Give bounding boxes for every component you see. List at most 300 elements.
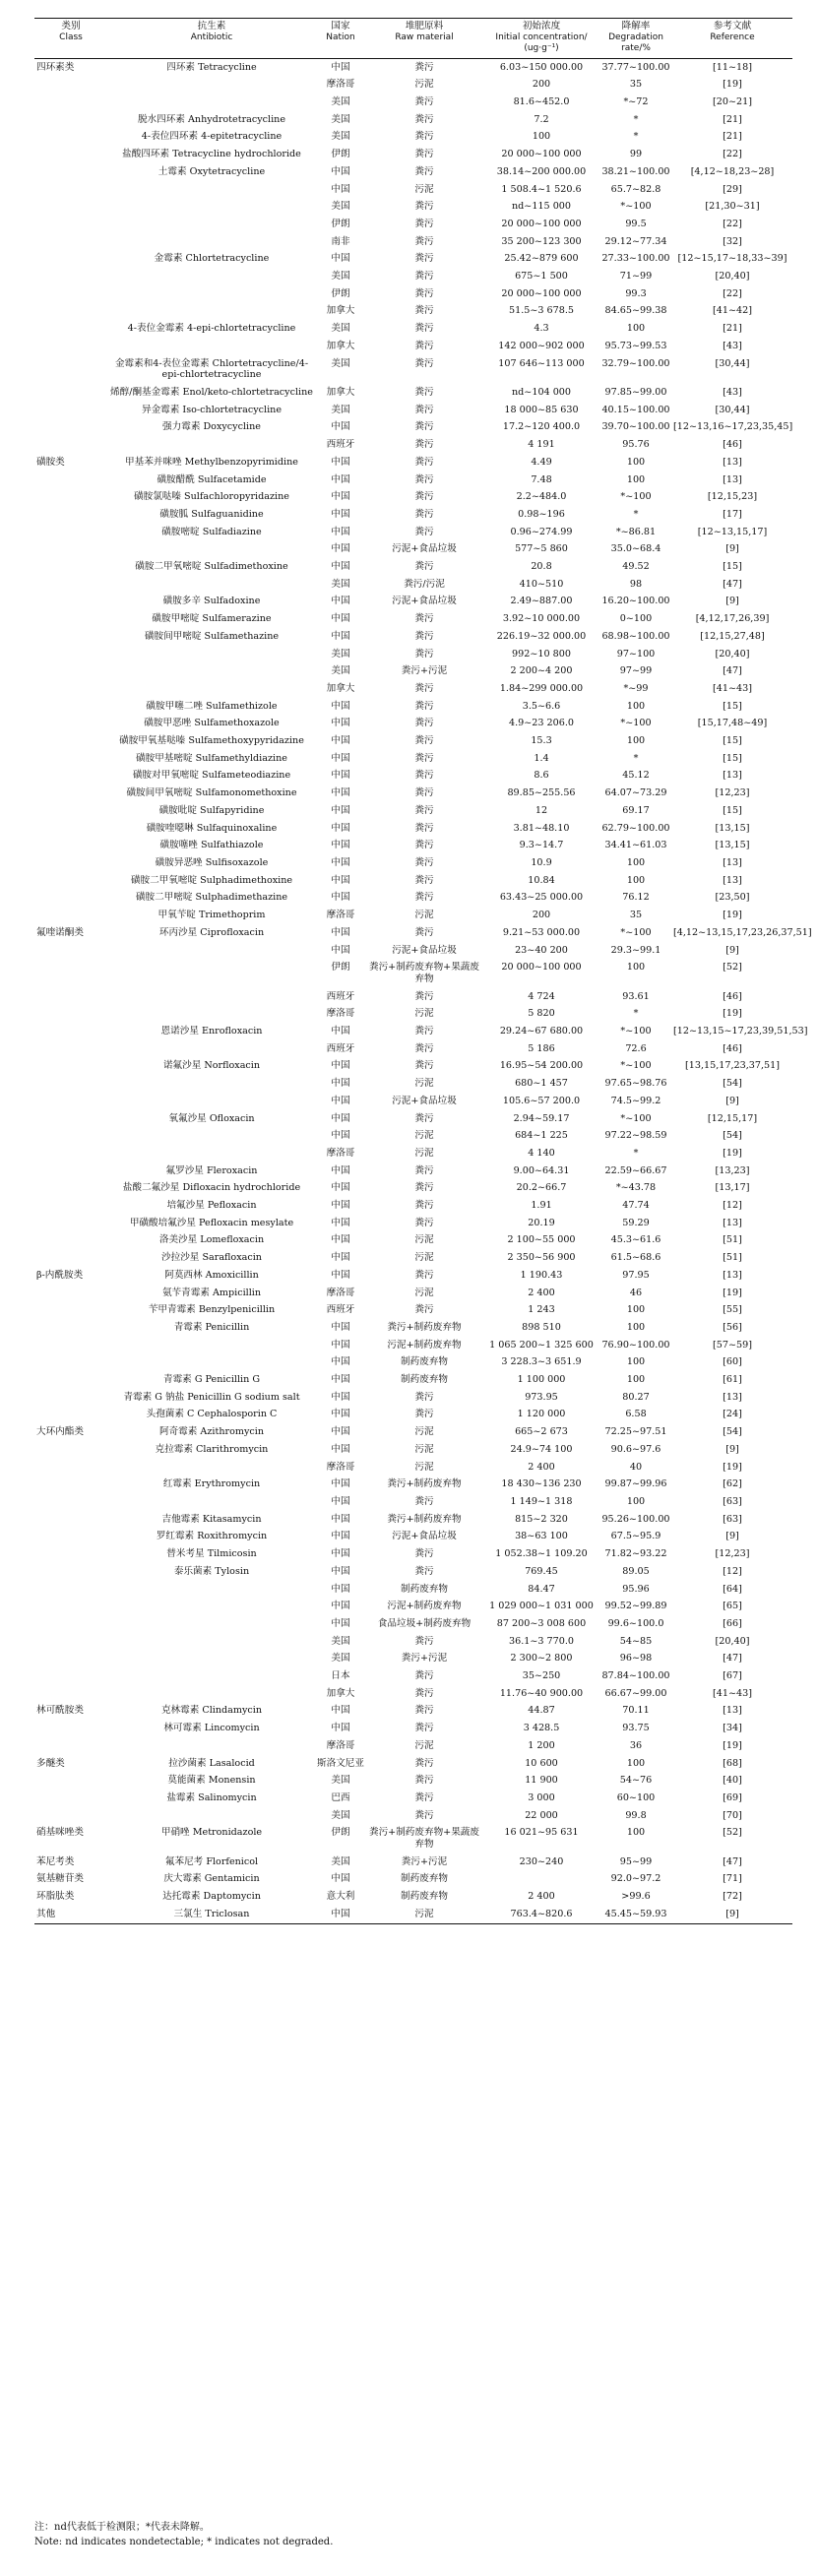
cell-reference: [12,15,23]	[707, 491, 758, 503]
cell-class	[34, 1563, 107, 1581]
cell-degradation-rate: *~100	[620, 1026, 652, 1037]
cell-degradation-rate: 62.79~100.00	[601, 822, 670, 834]
cell-nation: 中国	[316, 1906, 365, 1923]
cell-nation: 西班牙	[326, 990, 355, 1002]
cell-initial-concentration: 44.87	[528, 1705, 555, 1717]
table-row	[34, 1737, 792, 1755]
cell-antibiotic: 磺胺醋酰 Sulfacetamide	[157, 473, 267, 485]
cell-raw-material: 粪污	[414, 201, 434, 213]
cell-nation: 美国	[331, 1775, 350, 1787]
cell-degradation-rate: 100	[626, 874, 646, 886]
cell-reference: [61]	[723, 1374, 742, 1386]
cell-nation: 中国	[331, 1182, 350, 1194]
table-row	[34, 988, 792, 1006]
table-row	[34, 355, 792, 384]
table-row	[34, 662, 792, 680]
cell-reference: [13]	[723, 473, 742, 485]
cell-nation: 中国	[331, 561, 350, 573]
cell-reference: [67]	[723, 1670, 742, 1682]
cell-degradation-rate: 76.90~100.00	[601, 1339, 670, 1351]
cell-initial-concentration: 4.9~23 206.0	[508, 718, 575, 729]
table-row	[34, 216, 792, 233]
header-antibiotic: 抗生素 Antibiotic	[107, 19, 316, 59]
cell-initial-concentration: 200	[532, 910, 551, 921]
cell-class	[34, 785, 107, 802]
cell-antibiotic: 替米考星 Tilmicosin	[166, 1548, 257, 1560]
cell-class	[34, 698, 107, 716]
table-row	[34, 1511, 792, 1529]
cell-raw-material: 粪污+制药废弃物	[387, 1321, 462, 1333]
cell-class	[34, 1667, 107, 1685]
cell-reference: [13]	[723, 1705, 742, 1717]
cell-antibiotic	[107, 181, 316, 199]
cell-initial-concentration: 6.03~150 000.00	[499, 61, 584, 73]
table-row	[34, 942, 792, 960]
cell-initial-concentration: 36.1~3 770.0	[508, 1635, 575, 1647]
cell-degradation-rate: *	[633, 131, 639, 143]
table-row	[34, 1702, 792, 1720]
cell-class: 四环素类	[36, 61, 75, 73]
cell-class	[34, 1301, 107, 1319]
cell-raw-material: 粪污	[414, 1809, 434, 1821]
cell-raw-material: 粪污	[414, 1670, 434, 1682]
cell-nation: 中国	[331, 526, 350, 537]
cell-initial-concentration: 898 510	[522, 1321, 561, 1333]
cell-degradation-rate: 54~85	[619, 1635, 653, 1647]
cell-raw-material: 粪污	[414, 1391, 434, 1403]
cell-class	[34, 436, 107, 454]
cell-reference: [19]	[723, 1739, 742, 1751]
cell-raw-material: 制药废弃物	[401, 1583, 448, 1595]
cell-initial-concentration: 5 820	[528, 1008, 555, 1020]
cell-class	[34, 1319, 107, 1337]
cell-class	[34, 1231, 107, 1249]
cell-degradation-rate: 45.3~61.6	[610, 1234, 661, 1246]
table-row	[34, 872, 792, 890]
cell-class	[34, 1406, 107, 1423]
cell-nation: 美国	[331, 648, 350, 660]
cell-initial-concentration: 2 400	[528, 1891, 555, 1903]
cell-raw-material: 粪污	[414, 1409, 434, 1420]
cell-nation: 中国	[331, 1356, 350, 1368]
cell-initial-concentration: 105.6~57 200.0	[502, 1095, 581, 1106]
cell-reference: [51]	[723, 1234, 742, 1246]
cell-initial-concentration: 16.95~54 200.00	[499, 1060, 584, 1072]
cell-initial-concentration: 20.19	[528, 1217, 555, 1228]
cell-nation: 中国	[331, 1391, 350, 1403]
cell-nation: 西班牙	[326, 439, 355, 451]
cell-class	[34, 1685, 107, 1703]
header-degradation-rate: 降解率 Degradation rate/%	[599, 19, 672, 59]
cell-antibiotic: 青霉素 G Penicillin G	[162, 1374, 261, 1386]
cell-antibiotic: 磺胺二甲氧嘧啶 Sulfadimethoxine	[135, 561, 288, 573]
cell-nation: 美国	[331, 96, 350, 108]
table-row	[34, 1528, 792, 1545]
table-row	[34, 128, 792, 146]
cell-raw-material: 粪污	[414, 926, 434, 938]
cell-reference: [13]	[723, 1391, 742, 1403]
cell-class	[34, 302, 107, 320]
cell-antibiotic	[107, 233, 316, 251]
cell-antibiotic: 磺胺甲氧基哒嗪 Sulfamethoxypyridazine	[119, 735, 304, 747]
cell-initial-concentration: 1 065 200~1 325 600	[489, 1339, 594, 1351]
cell-reference: [47]	[723, 1653, 742, 1665]
cell-reference: [55]	[723, 1304, 742, 1316]
table-row	[34, 320, 792, 338]
header-raw-material: 堆肥原料 Raw material	[365, 19, 483, 59]
cell-reference: [29]	[723, 183, 742, 195]
cell-antibiotic	[107, 338, 316, 355]
cell-reference: [15]	[723, 735, 742, 747]
cell-antibiotic	[107, 540, 316, 558]
cell-raw-material: 污泥	[414, 1078, 434, 1090]
cell-class	[34, 907, 107, 924]
table-row	[34, 471, 792, 489]
cell-initial-concentration: 684~1 225	[515, 1130, 568, 1142]
cell-class	[34, 750, 107, 768]
table-row	[34, 1633, 792, 1651]
cell-raw-material: 污泥+食品垃圾	[392, 1531, 457, 1542]
cell-reference: [13,15]	[715, 822, 750, 834]
cell-antibiotic	[107, 1737, 316, 1755]
cell-class	[34, 1720, 107, 1737]
cell-initial-concentration: 11 900	[525, 1775, 558, 1787]
table-row	[34, 1110, 792, 1128]
cell-class	[34, 268, 107, 285]
cell-nation: 中国	[331, 1321, 350, 1333]
cell-initial-concentration: 1.91	[531, 1200, 552, 1212]
cell-nation: 中国	[331, 1478, 350, 1490]
cell-initial-concentration: 2 200~4 200	[510, 665, 573, 677]
cell-class	[34, 94, 107, 111]
cell-class	[34, 715, 107, 732]
cell-class	[34, 1040, 107, 1058]
cell-degradation-rate: *~72	[623, 96, 649, 108]
cell-degradation-rate: 93.75	[622, 1723, 650, 1734]
cell-antibiotic: 磺胺间甲嘧啶 Sulfamethazine	[144, 630, 280, 642]
cell-reference: [69]	[723, 1791, 742, 1803]
cell-reference: [9]	[725, 944, 739, 956]
cell-raw-material: 粪污	[414, 508, 434, 520]
cell-initial-concentration: 680~1 457	[515, 1078, 568, 1090]
cell-degradation-rate: 40.15~100.00	[601, 404, 670, 415]
cell-class	[34, 471, 107, 489]
table-row	[34, 785, 792, 802]
cell-initial-concentration: nd~115 000	[511, 201, 572, 213]
cell-reference: [63]	[723, 1496, 742, 1507]
cell-antibiotic	[107, 1598, 316, 1615]
cell-class	[34, 1353, 107, 1371]
cell-antibiotic	[107, 576, 316, 594]
table-row	[34, 1853, 792, 1871]
table-row	[34, 1127, 792, 1145]
cell-nation: 中国	[331, 183, 350, 195]
cell-antibiotic	[107, 1145, 316, 1162]
cell-nation: 摩洛哥	[326, 1147, 355, 1159]
cell-reference: [11~18]	[713, 61, 752, 73]
cell-degradation-rate: 29.12~77.34	[604, 235, 667, 247]
cell-raw-material: 粪污	[414, 735, 434, 747]
cell-degradation-rate: 97.65~98.76	[604, 1078, 667, 1090]
cell-raw-material: 污泥	[414, 1147, 434, 1159]
cell-class: 大环内酯类	[36, 1426, 84, 1438]
table-row	[34, 1563, 792, 1581]
cell-nation: 中国	[331, 1723, 350, 1734]
cell-raw-material: 粪污	[414, 149, 434, 160]
cell-antibiotic: 磺胺氯哒嗪 Sulfachloropyridazine	[134, 491, 289, 503]
cell-raw-material: 粪污	[414, 1217, 434, 1228]
cell-initial-concentration: 3.5~6.6	[522, 700, 561, 712]
cell-degradation-rate: 93.61	[622, 990, 650, 1002]
cell-degradation-rate: 70.11	[622, 1705, 650, 1717]
cell-raw-material: 粪污	[414, 404, 434, 415]
cell-initial-concentration: 675~1 500	[515, 271, 568, 283]
cell-raw-material: 污泥	[414, 1443, 434, 1455]
cell-nation: 中国	[331, 926, 350, 938]
cell-reference: [13]	[723, 874, 742, 886]
cell-reference: [21]	[723, 113, 742, 125]
table-row	[34, 488, 792, 506]
cell-reference: [41~43]	[713, 1687, 752, 1699]
table-row	[34, 715, 792, 732]
cell-degradation-rate: *~100	[620, 718, 652, 729]
cell-raw-material: 粪污	[414, 1112, 434, 1124]
cell-antibiotic: 阿莫西林 Amoxicillin	[164, 1269, 259, 1281]
cell-antibiotic: 异金霉素 Iso-chlortetracycline	[142, 404, 282, 415]
cell-initial-concentration: 89.85~255.56	[507, 787, 576, 799]
cell-nation: 中国	[331, 770, 350, 782]
cell-class	[34, 1545, 107, 1563]
cell-raw-material: 粪污	[414, 218, 434, 229]
table-row	[34, 250, 792, 268]
cell-nation: 伊朗	[331, 218, 350, 229]
table-row	[34, 1790, 792, 1807]
cell-class	[34, 837, 107, 854]
table-row	[34, 889, 792, 907]
cell-class	[34, 1737, 107, 1755]
cell-initial-concentration: 3.81~48.10	[513, 822, 570, 834]
cell-antibiotic: 氟苯尼考 Florfenicol	[164, 1855, 259, 1867]
cell-antibiotic	[107, 436, 316, 454]
cell-class	[34, 1249, 107, 1267]
cell-raw-material: 污泥+制药废弃物	[387, 1339, 462, 1351]
cell-raw-material: 粪污	[414, 165, 434, 177]
cell-nation: 中国	[331, 1164, 350, 1176]
cell-class	[34, 338, 107, 355]
table-row	[34, 1906, 792, 1923]
cell-degradation-rate: 46	[629, 1287, 643, 1298]
cell-nation: 中国	[331, 752, 350, 764]
cell-raw-material: 污泥	[414, 1130, 434, 1142]
cell-degradation-rate: 80.27	[622, 1391, 650, 1403]
cell-raw-material: 污泥	[414, 1287, 434, 1298]
cell-class	[34, 889, 107, 907]
cell-reference: [12~15,17~18,33~39]	[677, 253, 787, 265]
cell-class	[34, 524, 107, 541]
cell-class	[34, 942, 107, 960]
cell-initial-concentration: 2 400	[528, 1461, 555, 1473]
cell-degradation-rate: 47.74	[622, 1200, 650, 1212]
cell-initial-concentration: 8.6	[534, 770, 549, 782]
cell-degradation-rate: 90.6~97.6	[610, 1443, 661, 1455]
cell-raw-material: 粪污	[414, 1775, 434, 1787]
cell-antibiotic: 林可霉素 Lincomycin	[163, 1723, 260, 1734]
cell-reference: [13]	[723, 456, 742, 468]
cell-reference: [9]	[725, 1443, 739, 1455]
cell-initial-concentration: 1 200	[528, 1739, 555, 1751]
cell-initial-concentration: 410~510	[519, 578, 564, 590]
cell-degradation-rate: 98	[629, 578, 643, 590]
cell-antibiotic: 金霉素 Chlortetracycline	[154, 253, 270, 265]
cell-antibiotic: 磺胺胍 Sulfaguanidine	[159, 508, 264, 520]
cell-nation: 中国	[331, 165, 350, 177]
cell-antibiotic	[107, 198, 316, 216]
table-row	[34, 1423, 792, 1441]
note-chinese: 注：nd代表低于检测限；*代表未降解。	[34, 2522, 210, 2533]
cell-nation: 美国	[331, 1653, 350, 1665]
cell-antibiotic: 泰乐菌素 Tylosin	[173, 1565, 250, 1577]
cell-nation: 中国	[331, 840, 350, 851]
cell-initial-concentration: 4 140	[528, 1147, 555, 1159]
cell-antibiotic	[107, 1337, 316, 1354]
cell-nation: 中国	[331, 421, 350, 433]
table-row	[34, 1667, 792, 1685]
cell-degradation-rate: 100	[626, 323, 646, 335]
cell-initial-concentration: 20.8	[531, 561, 552, 573]
cell-initial-concentration: 0.98~196	[518, 508, 565, 520]
cell-class	[34, 1807, 107, 1825]
cell-degradation-rate: *	[633, 1008, 639, 1020]
cell-nation: 中国	[331, 596, 350, 607]
cell-raw-material: 粪污	[414, 421, 434, 433]
cell-raw-material: 粪污	[414, 1026, 434, 1037]
table-row	[34, 1075, 792, 1093]
cell-degradation-rate: 100	[626, 1757, 646, 1769]
cell-raw-material: 制药废弃物	[401, 1891, 448, 1903]
cell-initial-concentration: 4 191	[528, 439, 555, 451]
cell-raw-material: 粪污	[414, 61, 434, 73]
table-row	[34, 1493, 792, 1511]
cell-antibiotic: 磺胺吡啶 Sulfapyridine	[158, 804, 265, 816]
cell-class	[34, 610, 107, 628]
cell-antibiotic	[107, 1493, 316, 1511]
cell-reference: [54]	[723, 1426, 742, 1438]
cell-raw-material: 污泥+食品垃圾	[392, 543, 457, 555]
cell-degradation-rate: 68.98~100.00	[601, 630, 670, 642]
cell-degradation-rate: 34.41~61.03	[604, 840, 667, 851]
cell-class	[34, 216, 107, 233]
cell-antibiotic	[107, 988, 316, 1006]
cell-nation: 摩洛哥	[326, 79, 355, 91]
cell-class	[34, 959, 107, 987]
cell-degradation-rate: 100	[626, 856, 646, 868]
cell-degradation-rate: 99.3	[625, 287, 647, 299]
cell-raw-material: 粪污+污泥	[401, 665, 448, 677]
cell-degradation-rate: 95.73~99.53	[604, 340, 667, 351]
cell-initial-concentration: 20 000~100 000	[501, 287, 582, 299]
cell-reference: [63]	[723, 1513, 742, 1525]
cell-reference: [47]	[723, 578, 742, 590]
cell-nation: 伊朗	[331, 1827, 350, 1839]
cell-class	[34, 1615, 107, 1633]
cell-antibiotic: 莫能菌素 Monensin	[167, 1775, 256, 1787]
cell-raw-material: 污泥	[414, 1008, 434, 1020]
cell-reference: [9]	[672, 1906, 792, 1923]
cell-nation: 中国	[331, 1873, 350, 1885]
cell-degradation-rate: 0~100	[619, 613, 653, 625]
cell-reference: [60]	[723, 1356, 742, 1368]
cell-initial-concentration: 3 228.3~3 651.9	[501, 1356, 582, 1368]
cell-antibiotic: 磺胺喹噁啉 Sulfaquinoxaline	[146, 822, 278, 834]
table-row	[34, 1215, 792, 1232]
cell-initial-concentration: 769.45	[525, 1565, 558, 1577]
cell-degradation-rate: *	[633, 508, 639, 520]
cell-initial-concentration: 20 000~100 000	[501, 149, 582, 160]
cell-class	[34, 1581, 107, 1599]
cell-raw-material: 粪污	[414, 682, 434, 694]
cell-raw-material: 粪污	[414, 648, 434, 660]
cell-initial-concentration: 18 000~85 630	[504, 404, 579, 415]
cell-degradation-rate: 100	[626, 962, 646, 974]
cell-nation: 中国	[331, 1601, 350, 1612]
table-row	[34, 436, 792, 454]
cell-initial-concentration: 25.42~879 600	[504, 253, 579, 265]
cell-class	[34, 1493, 107, 1511]
cell-class	[34, 488, 107, 506]
cell-antibiotic: 青霉素 Penicillin	[173, 1321, 250, 1333]
cell-raw-material: 污泥	[414, 1739, 434, 1751]
cell-class	[34, 1145, 107, 1162]
cell-reference: [12,15,17]	[707, 1112, 758, 1124]
cell-raw-material: 粪污	[414, 96, 434, 108]
cell-antibiotic: 氧氟沙星 Ofloxacin	[168, 1112, 255, 1124]
cell-initial-concentration: 16 021~95 631	[504, 1827, 579, 1839]
cell-degradation-rate: 100	[626, 473, 646, 485]
cell-reference: [56]	[723, 1321, 742, 1333]
cell-initial-concentration: nd~104 000	[511, 387, 572, 398]
cell-nation: 摩洛哥	[326, 1008, 355, 1020]
cell-reference: [13]	[723, 1269, 742, 1281]
table-row	[34, 1545, 792, 1563]
cell-antibiotic: 环丙沙星 Ciprofloxacin	[158, 926, 265, 938]
cell-antibiotic	[107, 302, 316, 320]
cell-initial-concentration: 1 029 000~1 031 000	[489, 1601, 594, 1612]
cell-antibiotic: 土霉素 Oxytetracycline	[157, 165, 266, 177]
cell-nation: 美国	[331, 578, 350, 590]
cell-class	[34, 198, 107, 216]
cell-reference: [47]	[723, 665, 742, 677]
table-row	[34, 524, 792, 541]
cell-antibiotic	[107, 268, 316, 285]
cell-reference: [70]	[723, 1809, 742, 1821]
cell-nation: 加拿大	[326, 387, 355, 398]
cell-degradation-rate: 100	[626, 1827, 646, 1839]
cell-initial-concentration: 2 300~2 800	[510, 1653, 573, 1665]
cell-initial-concentration: 1.84~299 000.00	[499, 682, 584, 694]
cell-reference: [21,30~31]	[705, 201, 760, 213]
cell-raw-material: 污泥	[414, 1461, 434, 1473]
table-row	[34, 1598, 792, 1615]
cell-reference: [19]	[723, 1147, 742, 1159]
table-row	[34, 454, 792, 471]
cell-antibiotic: 氨苄青霉素 Ampicillin	[161, 1287, 262, 1298]
cell-reference: [47]	[723, 1855, 742, 1867]
cell-raw-material: 污泥	[414, 1252, 434, 1264]
table-row	[34, 285, 792, 303]
cell-raw-material: 粪污	[414, 804, 434, 816]
cell-reference: [40]	[723, 1775, 742, 1787]
cell-reference: [12~13,15~17,23,39,51,53]	[673, 1026, 808, 1037]
